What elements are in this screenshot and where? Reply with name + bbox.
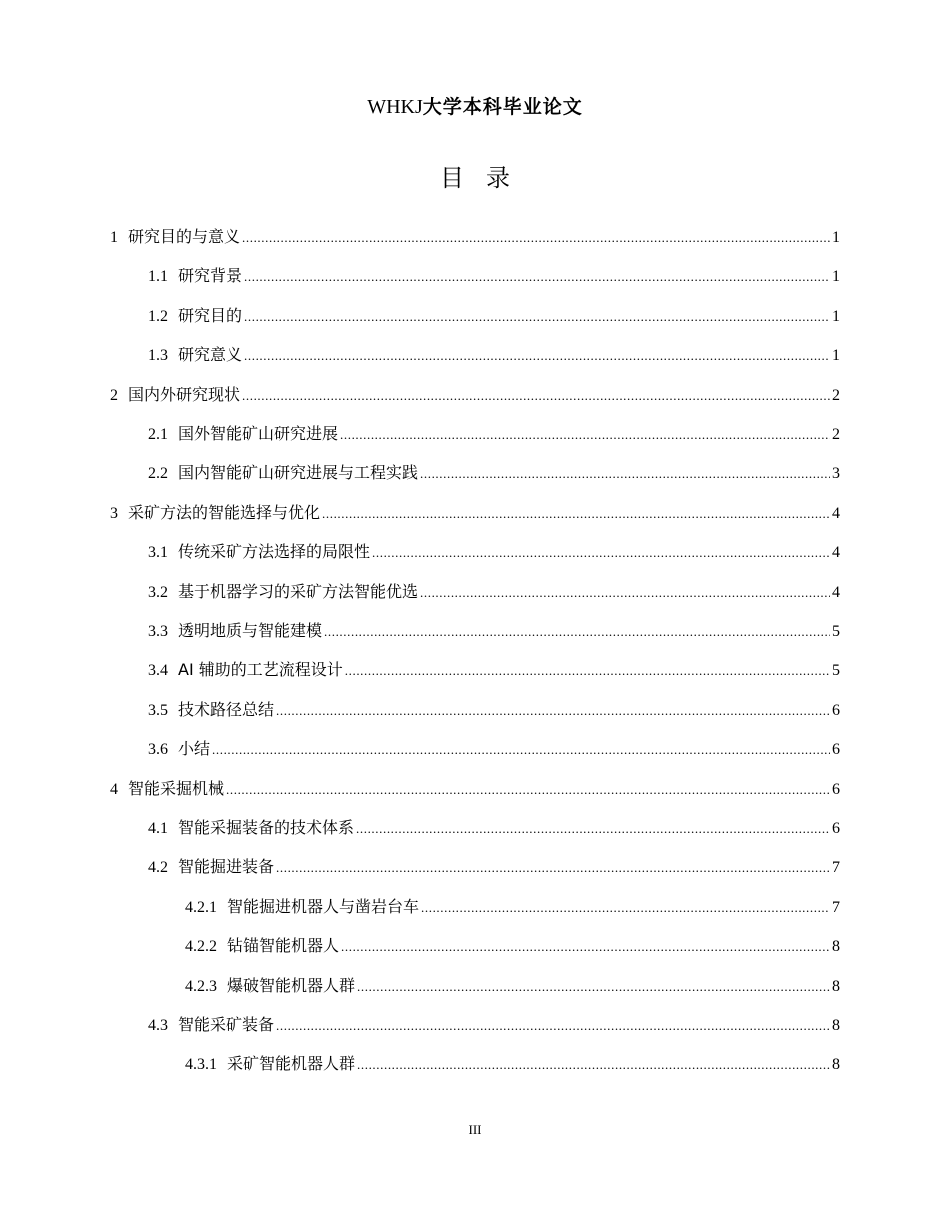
title-char-2: 录 (486, 164, 510, 192)
toc-entry-title: AI 辅助的工艺流程设计 (178, 660, 343, 680)
toc-entry-page-number: 8 (832, 977, 840, 995)
toc-entry-title: 基于机器学习的采矿方法智能优选 (178, 581, 419, 601)
toc-entry-page-number: 4 (832, 504, 840, 522)
toc-entry-title: 智能采掘装备的技术体系 (178, 818, 355, 837)
toc-entry-number: 4.3 (148, 1017, 168, 1034)
toc-entry-title: 研究意义 (178, 345, 243, 365)
toc-entry[interactable] (110, 501, 840, 525)
toc-entry-page-number: 6 (832, 780, 840, 798)
toc-entry-number: 4.2 (148, 859, 168, 877)
toc-entry[interactable] (148, 855, 840, 879)
toc-entry-page-number: 3 (832, 465, 840, 483)
toc-entry-title: 智能掘进机器人与凿岩台车 (227, 896, 420, 916)
toc-entry-title: 研究背景 (178, 266, 243, 286)
toc-entry-number: 3.6 (148, 741, 168, 759)
header-school-code: WHKJ (367, 96, 423, 118)
toc-entry[interactable] (148, 264, 840, 288)
toc-entry[interactable] (148, 304, 840, 328)
toc-entry-number: 4 (110, 780, 118, 798)
toc-entry-page-number: 6 (832, 741, 840, 759)
toc-entry[interactable] (148, 658, 840, 682)
toc-entry-page-number: 8 (832, 1017, 840, 1034)
toc-dot-leader (242, 384, 830, 408)
toc-entry-page-number: 6 (832, 701, 840, 719)
header-thesis-label: 大学本科毕业论文 (422, 96, 583, 118)
toc-entry[interactable] (148, 1013, 840, 1037)
toc-entry-title: 传统采矿方法选择的局限性 (178, 542, 371, 562)
toc-entry-title: 智能掘进装备 (178, 857, 275, 877)
toc-dot-leader (276, 1014, 830, 1038)
toc-dot-leader (244, 305, 830, 329)
toc-entry-title: 智能采掘机械 (128, 778, 225, 798)
toc-entry-page-number: 8 (832, 1056, 840, 1074)
toc-dot-leader (242, 226, 830, 250)
toc-entry-number: 4.2.2 (185, 938, 217, 956)
toc-entry-title: 采矿智能机器人群 (227, 1054, 356, 1074)
toc-entry-number: 2 (110, 386, 118, 404)
toc-entry-page-number: 2 (832, 386, 840, 404)
toc-entry-page-number: 5 (832, 623, 840, 640)
toc-entry-number: 4.1 (148, 820, 168, 837)
toc-entry-title: 国外智能矿山研究进展 (178, 424, 339, 443)
toc-entry-title: 研究目的与意义 (128, 227, 241, 246)
toc-entry-number: 4.3.1 (185, 1056, 217, 1074)
toc-entry-title: 采矿方法的智能选择与优化 (128, 502, 321, 522)
toc-entry-title: 国内外研究现状 (128, 384, 241, 404)
toc-entry[interactable] (110, 777, 840, 801)
toc-entry-page-number: 7 (832, 859, 840, 877)
toc-entry-number: 1.3 (148, 347, 168, 365)
page-number-footer: III (468, 1122, 482, 1137)
toc-entry[interactable] (110, 225, 840, 249)
toc-entry[interactable] (185, 895, 840, 919)
toc-entry[interactable] (148, 343, 840, 367)
toc-dot-leader (324, 620, 830, 644)
toc-entry-title: 透明地质与智能建模 (178, 621, 323, 640)
title-char-1: 目 (440, 164, 464, 192)
running-header (0, 92, 950, 119)
toc-entry-page-number: 8 (832, 938, 840, 956)
toc-dot-leader (372, 541, 830, 565)
toc-entry-number: 1.1 (148, 268, 168, 286)
toc-entry[interactable] (148, 619, 840, 643)
toc-dot-leader (357, 975, 830, 999)
toc-dot-leader (226, 778, 830, 802)
toc-entry[interactable] (148, 461, 840, 485)
toc-dot-leader (322, 502, 830, 526)
toc-entry-page-number: 2 (832, 426, 840, 443)
toc-dot-leader (421, 896, 830, 920)
toc-entry[interactable] (185, 974, 840, 998)
toc-entry-number: 3 (110, 504, 118, 522)
toc-dot-leader (340, 423, 830, 447)
toc-entry[interactable] (185, 1052, 840, 1076)
toc-entry[interactable] (148, 816, 840, 840)
toc-dot-leader (420, 581, 830, 605)
toc-entry-title: 爆破智能机器人群 (227, 975, 356, 995)
toc-entry-title: 智能采矿装备 (178, 1015, 275, 1034)
toc-entry-number: 2.2 (148, 465, 168, 483)
toc-entry-number: 3.3 (148, 623, 168, 640)
page-title (0, 158, 950, 193)
toc-entry-number: 2.1 (148, 426, 168, 443)
toc-entry-page-number: 7 (832, 898, 840, 916)
toc-entry-number: 3.5 (148, 701, 168, 719)
toc-entry-page-number: 5 (832, 662, 840, 680)
toc-dot-leader (345, 659, 830, 683)
toc-entry[interactable] (185, 934, 840, 958)
toc-entry-number: 3.1 (148, 544, 168, 562)
toc-entry-number: 1 (110, 229, 118, 246)
toc-entry-title: 钻锚智能机器人 (227, 936, 340, 956)
toc-entry-page-number: 4 (832, 544, 840, 562)
toc-entry[interactable] (148, 540, 840, 564)
toc-entry[interactable] (148, 580, 840, 604)
toc-entry-page-number: 6 (832, 820, 840, 837)
toc-dot-leader (357, 1053, 830, 1077)
toc-entry-number: 4.2.3 (185, 977, 217, 995)
toc-entry-title: 技术路径总结 (178, 699, 275, 719)
toc-entry-page-number: 4 (832, 583, 840, 601)
toc-entry-title: 小结 (178, 739, 211, 759)
toc-dot-leader (420, 462, 830, 486)
toc-entry-title: 研究目的 (178, 305, 243, 325)
toc-entry[interactable] (148, 698, 840, 722)
toc-dot-leader (244, 265, 830, 289)
toc-entry-page-number: 1 (832, 229, 840, 246)
toc-entry-number: 3.4 (148, 662, 168, 680)
toc-dot-leader (276, 856, 830, 880)
toc-dot-leader (341, 935, 830, 959)
toc-entry-page-number: 1 (832, 307, 840, 325)
toc-dot-leader (212, 738, 830, 762)
toc-entry[interactable] (148, 422, 840, 446)
toc-entry-number: 3.2 (148, 583, 168, 601)
toc-entry[interactable] (110, 383, 840, 407)
toc-entry-page-number: 1 (832, 347, 840, 365)
toc-entry[interactable] (148, 737, 840, 761)
toc-dot-leader (356, 817, 830, 841)
toc-dot-leader (276, 699, 830, 723)
toc-dot-leader (244, 344, 830, 368)
toc-entry-number: 4.2.1 (185, 898, 217, 916)
toc-entry-page-number: 1 (832, 268, 840, 286)
toc-entry-title: 国内智能矿山研究进展与工程实践 (178, 463, 419, 483)
toc-entry-number: 1.2 (148, 307, 168, 325)
